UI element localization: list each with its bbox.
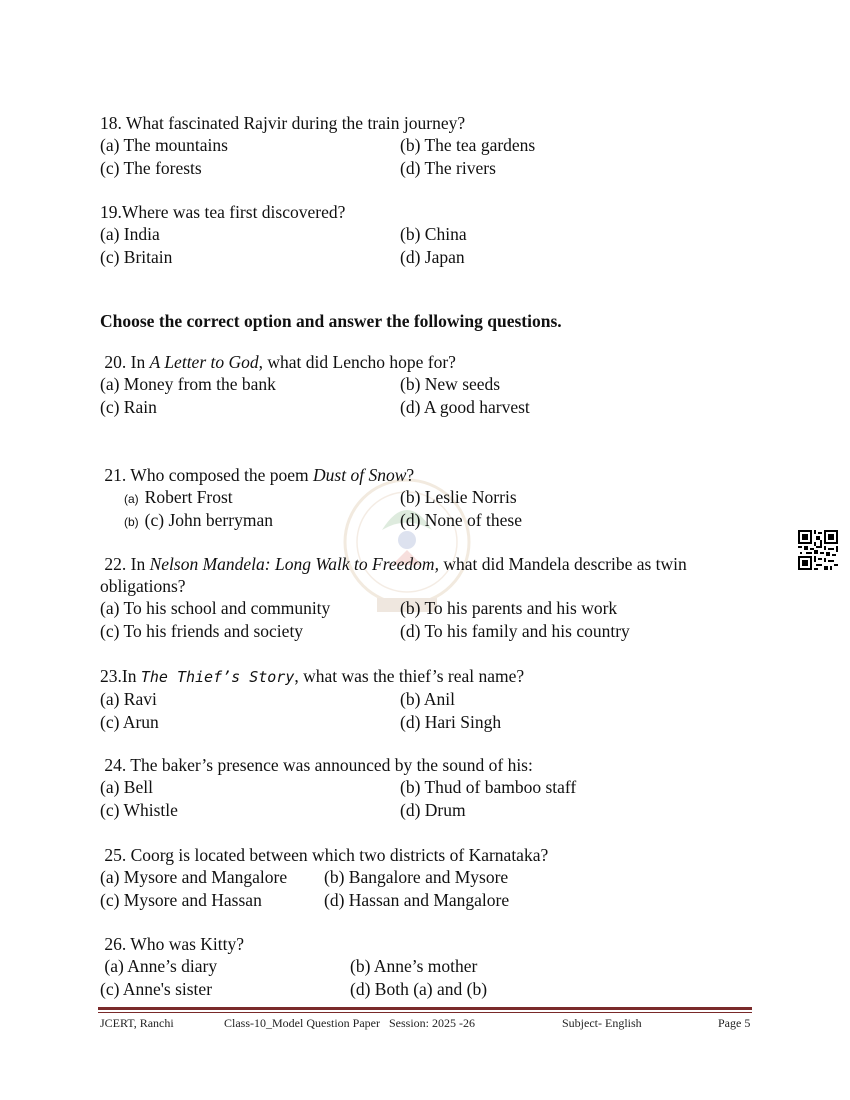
stem-suffix: what did Mandela describe as twin obligations? xyxy=(100,554,687,596)
question-21 xyxy=(100,464,522,531)
footer-paper: Class-10_Model Question Paper xyxy=(224,1016,380,1030)
option-a: (a) The mountains xyxy=(100,135,228,155)
option-d: (d) Drum xyxy=(400,799,466,820)
option-c: (c) To his friends and society xyxy=(100,620,304,641)
question-20 xyxy=(100,351,530,418)
question-22 xyxy=(100,553,720,642)
option-b: (b) New seeds xyxy=(400,374,501,394)
question-24 xyxy=(100,754,577,821)
option-b: (b) Anil xyxy=(400,689,455,709)
option-c: (c) Arun xyxy=(100,711,159,732)
question-stem: 19.Where was tea first discovered? xyxy=(100,202,346,222)
qr-code-icon[interactable] xyxy=(798,530,838,570)
work-title: A Letter to God xyxy=(149,352,259,372)
option-d: (d) The rivers xyxy=(400,157,496,178)
stem-suffix: ? xyxy=(406,465,415,485)
option-c: (c) The forests xyxy=(100,157,202,178)
option-c: (c) Rain xyxy=(100,396,157,417)
question-stem xyxy=(100,351,456,373)
stem-prefix: 21. Who composed the poem xyxy=(100,465,314,485)
option-a: (a) To his school and community xyxy=(100,598,331,618)
option-a: (a) Anne’s diary xyxy=(100,956,218,976)
option-text: (c) John berryman xyxy=(144,509,273,530)
option-d: (d) Both (a) and (b) xyxy=(350,978,488,999)
stem-prefix: 20. In xyxy=(100,352,150,372)
footer-rule-thick xyxy=(98,1007,752,1010)
question-stem xyxy=(100,553,720,597)
work-title: Nelson Mandela: Long Walk to Freedom, xyxy=(149,554,439,574)
option-c: (c) Anne's sister xyxy=(100,978,213,999)
option-d: (d) A good harvest xyxy=(400,396,530,417)
option-a: (a) Money from the bank xyxy=(100,374,276,394)
option-c xyxy=(124,509,273,533)
list-marker: (a) xyxy=(124,492,139,506)
footer-org: JCERT, Ranchi xyxy=(100,1016,174,1030)
option-a: (a) Mysore and Mangalore xyxy=(100,867,288,887)
question-stem: 18. What fascinated Rajvir during the train journey? xyxy=(100,113,466,133)
question-stem xyxy=(100,665,524,688)
question-23 xyxy=(100,665,524,733)
option-b: (b) To his parents and his work xyxy=(400,598,618,618)
option-d: (d) None of these xyxy=(400,509,522,530)
stem-prefix: 23.In xyxy=(100,666,141,686)
option-a: (a) Ravi xyxy=(100,689,157,709)
work-title: Dust of Snow xyxy=(313,465,407,485)
option-a: (a) Bell xyxy=(100,777,153,797)
question-19 xyxy=(100,201,467,268)
section-heading: Choose the correct option and answer the following questions. xyxy=(100,311,562,331)
question-18 xyxy=(100,112,536,179)
question-stem: 25. Coorg is located between which two districts of Karnataka? xyxy=(100,845,549,865)
footer-subject: Subject- English xyxy=(562,1016,642,1030)
option-a xyxy=(124,486,233,510)
option-d: (d) Hari Singh xyxy=(400,711,502,732)
footer-session: Session: 2025 -26 xyxy=(389,1016,476,1030)
page-number: Page 5 xyxy=(718,1016,751,1030)
option-b: (b) Leslie Norris xyxy=(400,487,517,507)
option-b: (b) Bangalore and Mysore xyxy=(324,867,509,887)
list-marker: (b) xyxy=(124,514,139,529)
option-b: (b) Anne’s mother xyxy=(350,956,478,976)
option-a: (a) India xyxy=(100,224,160,244)
stem-suffix: , what did Lencho hope for? xyxy=(258,352,456,372)
option-d: (d) Hassan and Mangalore xyxy=(324,889,510,910)
option-b: (b) The tea gardens xyxy=(400,135,536,155)
work-title: The Thief’s Story xyxy=(140,668,295,686)
option-c: (c) Whistle xyxy=(100,799,178,820)
option-d: (d) To his family and his country xyxy=(400,620,630,641)
footer-rule-thin xyxy=(98,1012,752,1013)
question-stem: 24. The baker’s presence was announced by the sound of his: xyxy=(100,755,533,775)
option-c: (c) Britain xyxy=(100,246,173,267)
question-stem: 26. Who was Kitty? xyxy=(100,934,245,954)
stem-prefix: 22. In xyxy=(100,554,150,574)
stem-suffix: , what was the thief’s real name? xyxy=(294,666,525,686)
option-d: (d) Japan xyxy=(400,246,465,267)
option-b: (b) Thud of bamboo staff xyxy=(400,777,577,797)
option-text: Robert Frost xyxy=(144,487,233,507)
question-26 xyxy=(100,933,488,1000)
question-stem xyxy=(100,464,414,486)
option-b: (b) China xyxy=(400,224,467,244)
option-c: (c) Mysore and Hassan xyxy=(100,889,262,910)
question-25 xyxy=(100,844,548,911)
